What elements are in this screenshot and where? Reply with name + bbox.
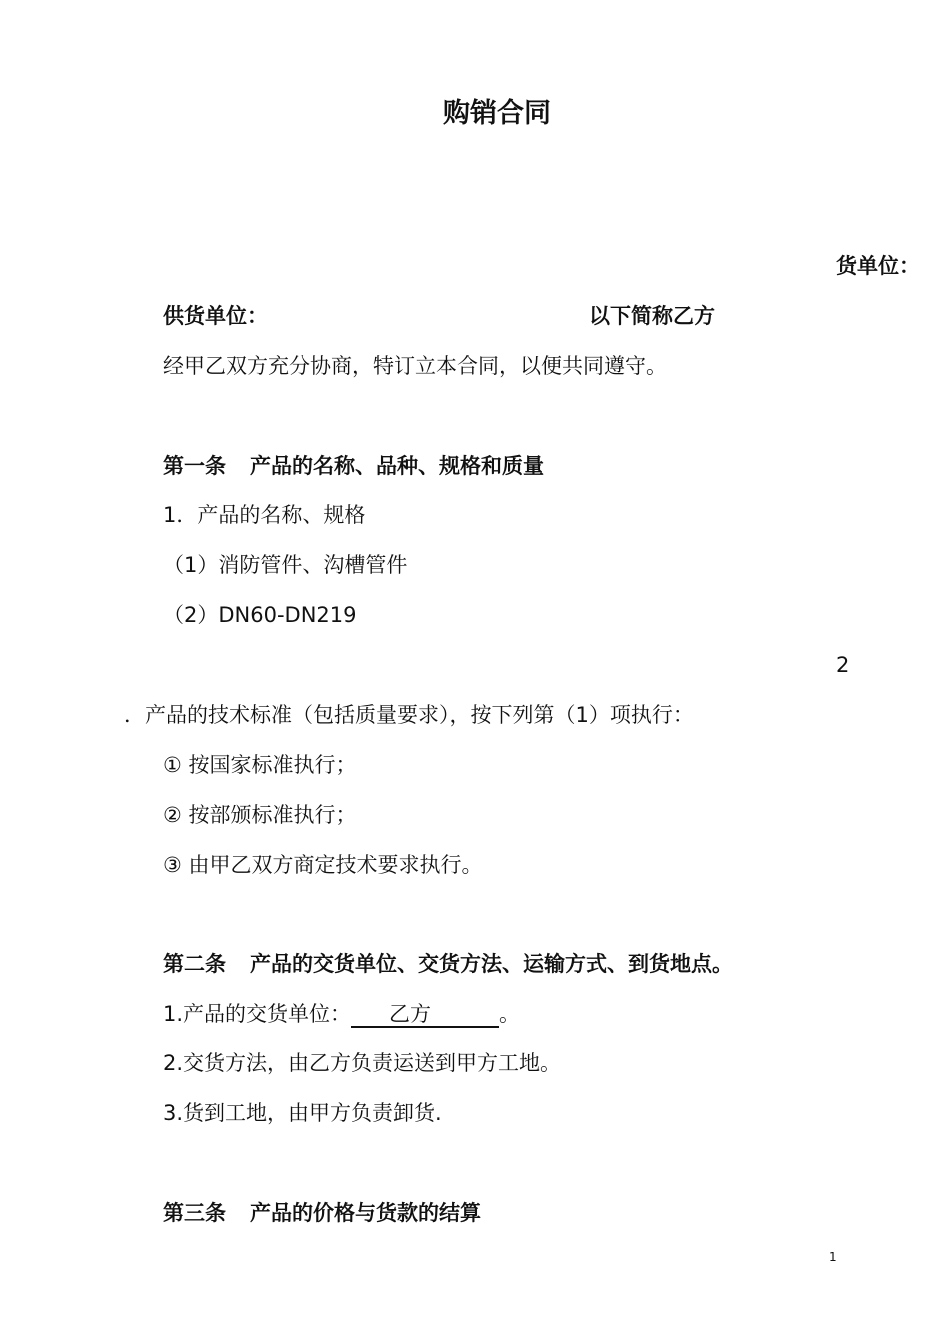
- supplier-label: 供货单位：: [163, 304, 268, 328]
- document-title: 购销合同: [443, 98, 551, 129]
- page-number: 1: [829, 1250, 837, 1264]
- article3-number: 第三条: [163, 1201, 226, 1225]
- article1-sub1: （1）消防管件、沟槽管件: [163, 553, 408, 577]
- delivery-unit-label: 1.产品的交货单位：: [163, 1002, 352, 1026]
- article1-item2-text: ．产品的技术标准（包括质量要求），按下列第（1）项执行：: [124, 703, 694, 727]
- intro-paragraph: 经甲乙双方充分协商，特订立本合同，以便共同遵守。: [163, 354, 667, 378]
- delivery-unit-value: 乙方: [351, 1002, 499, 1028]
- article2-item1: [163, 1000, 520, 1028]
- standard-option-1: ① 按国家标准执行；: [163, 753, 357, 777]
- article3-heading: [163, 1199, 481, 1227]
- article1-title: 产品的名称、品种、规格和质量: [250, 454, 544, 478]
- article1-heading: [163, 452, 544, 480]
- delivery-unit-suffix: 。: [499, 1002, 521, 1026]
- article2-number: 第二条: [163, 952, 226, 976]
- standard-option-3: ③ 由甲乙双方商定技术要求执行。: [163, 853, 483, 877]
- article2-item2: 2.交货方法，由乙方负责运送到甲方工地。: [163, 1051, 562, 1075]
- article2-item3: 3.货到工地，由甲方负责卸货.: [163, 1101, 442, 1125]
- article2-heading: [163, 950, 733, 978]
- article1-item2-number: 2: [836, 653, 850, 677]
- buyer-label: 货单位：: [836, 254, 920, 278]
- article1-sub2: （2）DN60-DN219: [163, 603, 357, 627]
- article3-title: 产品的价格与货款的结算: [250, 1201, 481, 1225]
- article2-title: 产品的交货单位、交货方法、运输方式、到货地点。: [250, 952, 733, 976]
- article1-item1: 1．产品的名称、规格: [163, 503, 366, 527]
- standard-option-2: ② 按部颁标准执行；: [163, 803, 357, 827]
- supplier-alias: 以下简称乙方: [589, 304, 715, 328]
- article1-number: 第一条: [163, 454, 226, 478]
